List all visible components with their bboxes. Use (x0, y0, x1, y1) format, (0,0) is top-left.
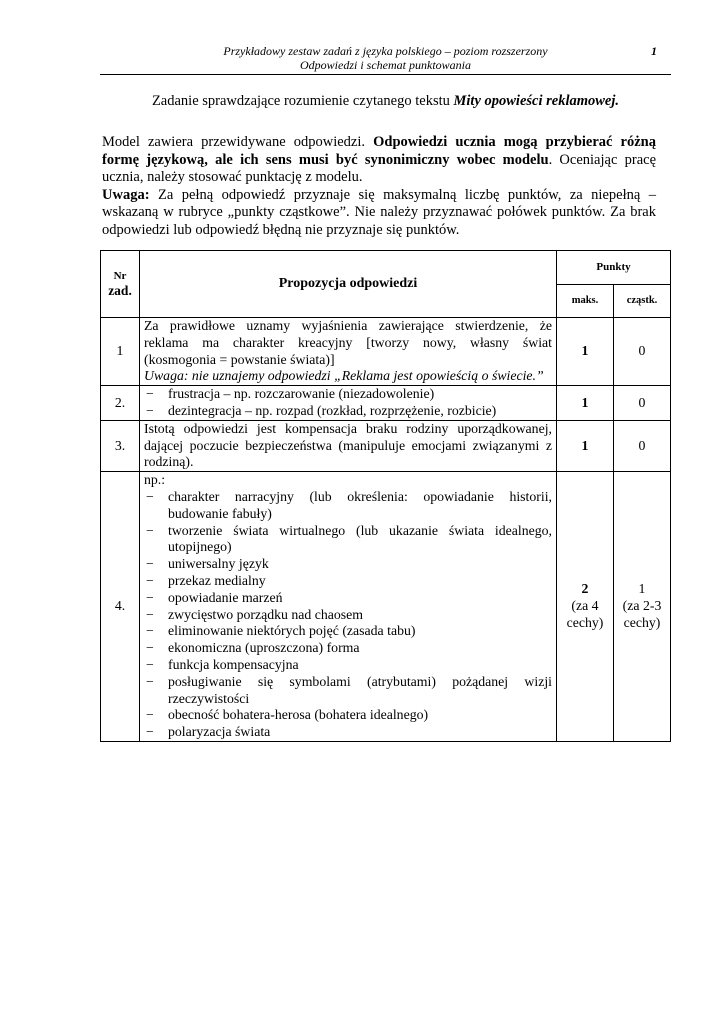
header-proposal: Propozycja odpowiedzi (140, 251, 557, 318)
header-zad-label: zad. (108, 283, 132, 298)
list-item-text: uniwersalny język (168, 556, 269, 572)
list-item (144, 386, 552, 403)
row-2-list (144, 386, 552, 420)
row-1-answer (140, 318, 557, 386)
list-item (144, 607, 552, 624)
dash-bullet: − (146, 572, 154, 588)
row-1-max (557, 318, 614, 386)
dash-bullet: − (146, 606, 154, 622)
list-item (144, 623, 552, 640)
list-item-text: charakter narracyjny (lub określenia: opowiadanie historii, budowanie fabuły) (168, 488, 552, 521)
list-item-text: frustracja – np. rozczarowanie (niezadowolenie) (168, 386, 435, 402)
list-item (144, 674, 552, 708)
row-1-partial: 0 (614, 318, 671, 386)
task-title-text: Mity opowieści reklamowej. (453, 93, 620, 109)
dash-bullet: − (146, 707, 154, 723)
row-3-number: 3. (101, 420, 140, 471)
dash-bullet: − (146, 522, 154, 538)
dash-bullet: − (146, 488, 154, 504)
list-item-text: ekonomiczna (uproszczona) forma (168, 640, 360, 656)
row-1-text: Za prawidłowe uznamy wyjaśnienia zawierające stwierdzenie, że reklama ma charakter kreacyjny [tworzy nowy, własny świat (kosmogonia = powstanie świata)] (144, 318, 552, 367)
row-4-max-note-2: cechy) (566, 614, 604, 630)
dash-bullet: − (146, 386, 154, 402)
row-4-lead: np.: (144, 472, 166, 488)
row-3-answer: Istotą odpowiedzi jest kompensacja braku rodziny uporządkowanej, dającej poczucie bezpieczeństwa (manipuluje emocjami związanymi z rodziną). (140, 420, 557, 471)
row-4-max-value: 2 (581, 581, 589, 597)
row-2-max-value: 1 (581, 394, 589, 410)
row-4-number: 4. (101, 472, 140, 742)
list-item (144, 724, 552, 741)
header-points: Punkty (557, 251, 671, 285)
list-item (144, 590, 552, 607)
header-title: Przykładowy zestaw zadań z języka polskiego – poziom rozszerzony (223, 44, 548, 58)
list-item (144, 657, 552, 674)
row-4-partial-note-1: (za 2-3 (622, 598, 662, 614)
list-item-text: obecność bohatera-herosa (bohatera idealnego) (168, 707, 429, 723)
table-row (101, 420, 671, 471)
dash-bullet: − (146, 656, 154, 672)
list-item-text: posługiwanie się symbolami (atrybutami) pożądanej wizji rzeczywistości (168, 673, 552, 706)
list-item (144, 640, 552, 657)
row-1-max-value: 1 (581, 343, 589, 359)
dash-bullet: − (146, 640, 154, 656)
header-max-points: maks. (557, 285, 614, 318)
list-item-text: zwycięstwo porządku nad chaosem (168, 606, 364, 622)
row-4-partial-value: 1 (638, 581, 646, 597)
table-row (101, 318, 671, 386)
dash-bullet: − (146, 556, 154, 572)
row-4-partial (614, 472, 671, 742)
row-3-partial: 0 (614, 420, 671, 471)
header-partial-points: cząstk. (614, 285, 671, 318)
note-label: Uwaga: (102, 186, 150, 203)
list-item-text: polaryzacja świata (168, 724, 271, 740)
row-2-max (557, 386, 614, 421)
instructions-text-b: . Oceniając pracę ucznia, należy stosować punktację z modelu. (102, 151, 657, 185)
dash-bullet: − (146, 402, 154, 418)
row-2-number: 2. (101, 386, 140, 421)
list-item (144, 489, 552, 523)
instructions-paragraph-1 (102, 134, 656, 187)
task-title-prefix: Zadanie sprawdzające rozumienie czytanego tekstu (151, 93, 454, 109)
list-item (144, 556, 552, 573)
row-4-answer (140, 472, 557, 742)
list-item-text: funkcja kompensacyjna (168, 656, 299, 672)
page-number: 1 (651, 44, 657, 58)
row-2-answer (140, 386, 557, 421)
row-4-max (557, 472, 614, 742)
instructions-paragraph-2 (102, 187, 656, 240)
row-1-number: 1 (101, 318, 140, 386)
row-1-note: Uwaga: nie uznajemy odpowiedzi „Reklama jest opowieścią o świecie.” (144, 368, 544, 384)
dash-bullet: − (146, 724, 154, 740)
list-item-text: tworzenie świata wirtualnego (lub ukazanie świata idealnego, utopijnego) (168, 522, 552, 555)
row-4-max-note-1: (za 4 (571, 598, 599, 614)
table-row (101, 386, 671, 421)
instructions-emphasis: Odpowiedzi ucznia mogą przybierać różną formę językową, ale ich sens musi być synonimiczny wobec modelu (102, 134, 656, 168)
list-item (144, 523, 552, 557)
row-2-partial: 0 (614, 386, 671, 421)
row-3-max-value: 1 (581, 437, 589, 453)
table-header-row (101, 251, 671, 285)
list-item-text: przekaz medialny (168, 572, 266, 588)
table-row (101, 472, 671, 742)
task-title (100, 92, 671, 110)
row-4-list (144, 489, 552, 741)
instructions-text-a: Model zawiera przewidywane odpowiedzi. (102, 134, 374, 150)
page-header (100, 44, 671, 72)
dash-bullet: − (146, 673, 154, 689)
header-task-number (101, 251, 140, 318)
answers-table (100, 250, 671, 742)
note-text: Za pełną odpowiedź przyznaje się maksymalną liczbę punktów, za niepełną – wskazaną w rubryce „punkty cząstkowe”. Nie należy przyznawać połówek punktów. Za brak odpowiedzi lub odpowiedź błędną nie przyznaje się punktów. (102, 186, 656, 238)
list-item (144, 403, 552, 420)
row-3-max (557, 420, 614, 471)
list-item-text: opowiadanie marzeń (168, 589, 283, 605)
list-item (144, 707, 552, 724)
dash-bullet: − (146, 623, 154, 639)
list-item-text: dezintegracja – np. rozpad (rozkład, rozprzężenie, rozbicie) (168, 402, 497, 418)
row-4-partial-note-2: cechy) (623, 614, 661, 630)
list-item-text: eliminowanie niektórych pojęć (zasada tabu) (168, 623, 416, 639)
header-nr-label: Nr (113, 270, 127, 282)
header-subtitle: Odpowiedzi i schemat punktowania (300, 58, 471, 72)
list-item (144, 573, 552, 590)
instructions (102, 134, 656, 239)
dash-bullet: − (146, 589, 154, 605)
header-divider (100, 74, 671, 75)
